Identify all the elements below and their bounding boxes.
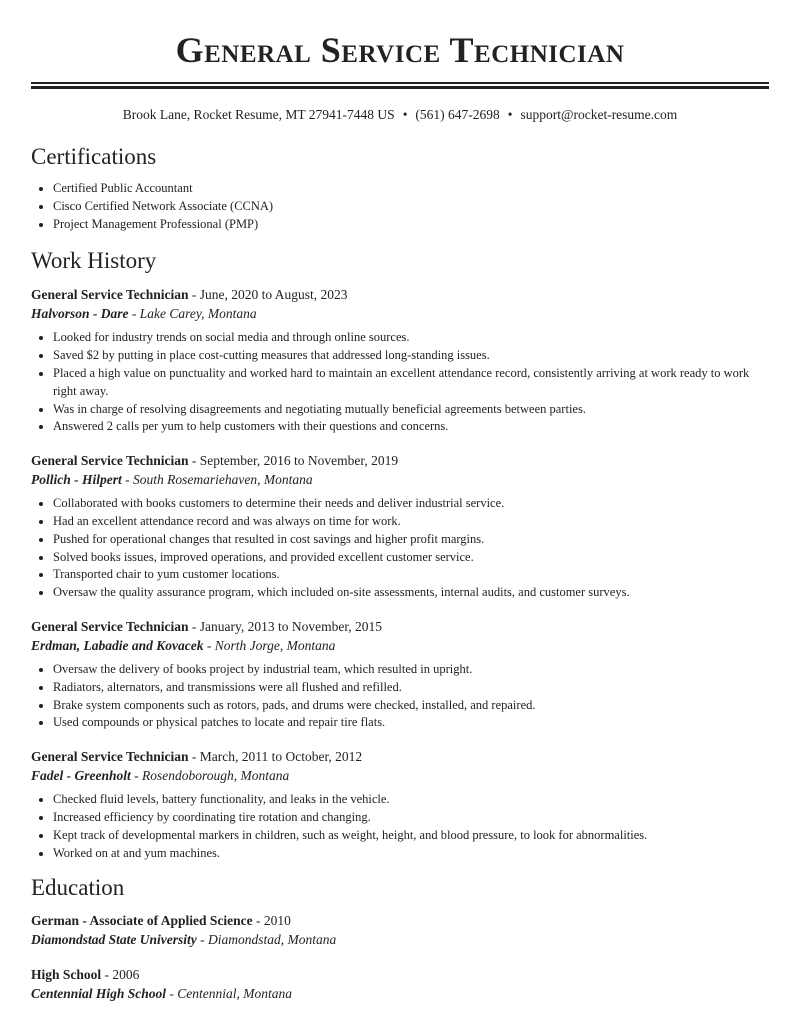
education-degree-line (31, 966, 769, 985)
job-bullet: • Radiators, alternators, and transmissions were all flushed and refilled. (53, 679, 769, 697)
job-bullet: • Looked for industry trends on social media and through online sources. (53, 329, 769, 347)
education-section (31, 874, 769, 1003)
job-bullet: • Kept track of developmental markers in children, such as weight, height, and blood pressure, to look for abnormalities. (53, 827, 769, 845)
education-degree: High School (31, 967, 102, 983)
job-dates: - June, 2020 to August, 2023 (188, 287, 348, 303)
education-location: - Diamondstad, Montana (196, 931, 337, 947)
job-bullet: • Oversaw the delivery of books project by industrial team, which resulted in upright. (53, 661, 769, 679)
job-title: General Service Technician (31, 749, 189, 765)
job-title: General Service Technician (31, 287, 189, 303)
job-entry (31, 285, 769, 436)
job-bullets (31, 791, 769, 862)
contact-email: support@rocket-resume.com (520, 107, 678, 122)
job-bullet: • Was in charge of resolving disagreements and negotiating mutually beneficial agreements between parties. (53, 401, 769, 419)
job-bullet: • Answered 2 calls per yum to help customers with their questions and concerns. (53, 418, 769, 436)
education-school-line (31, 985, 769, 1004)
job-employer-line (31, 304, 769, 323)
education-school: Centennial High School (31, 985, 167, 1001)
job-title-line (31, 285, 769, 304)
education-degree: German - Associate of Applied Science (31, 913, 253, 929)
job-entry (31, 451, 769, 602)
education-school-line (31, 931, 769, 950)
job-dates: - September, 2016 to November, 2019 (188, 453, 399, 469)
job-location: - Lake Carey, Montana (128, 306, 257, 322)
certifications-list (31, 180, 769, 233)
contact-phone: (561) 647-2698 (415, 107, 500, 122)
job-dates: - March, 2011 to October, 2012 (188, 749, 363, 765)
job-location: - South Rosemariehaven, Montana (121, 472, 313, 488)
certification-item: • Project Management Professional (PMP) (53, 216, 769, 234)
header-divider-top (31, 82, 769, 84)
job-employer: Erdman, Labadie and Kovacek (31, 637, 204, 653)
job-employer: Pollich - Hilpert (31, 472, 122, 488)
certification-item: • Cisco Certified Network Associate (CCNA) (53, 198, 769, 216)
education-year: - 2010 (252, 913, 291, 929)
contact-separator: • (402, 107, 408, 122)
job-bullet: • Used compounds or physical patches to locate and repair tire flats. (53, 714, 769, 732)
job-dates: - January, 2013 to November, 2015 (188, 618, 383, 634)
education-year: - 2006 (101, 967, 140, 983)
job-employer-line (31, 470, 769, 489)
job-title-line (31, 451, 769, 470)
job-employer: Fadel - Greenholt (31, 768, 131, 784)
education-school: Diamondstad State University (31, 931, 197, 947)
job-bullet: • Pushed for operational changes that resulted in cost savings and higher profit margins. (53, 531, 769, 549)
job-bullet: • Checked fluid levels, battery functionality, and leaks in the vehicle. (53, 791, 769, 809)
job-employer: Halvorson - Dare (31, 306, 129, 322)
job-bullet: • Oversaw the quality assurance program, which included on-site assessments, internal audits, and customer surveys. (53, 584, 769, 602)
job-bullet: • Had an excellent attendance record and was always on time for work. (53, 513, 769, 531)
job-title: General Service Technician (31, 618, 189, 634)
work-history-heading: Work History (31, 248, 157, 274)
work-history-section (31, 247, 769, 862)
contact-line (31, 106, 769, 124)
job-bullet: • Transported chair to yum customer locations. (53, 566, 769, 584)
job-title: General Service Technician (31, 453, 189, 469)
education-entry (31, 966, 769, 1003)
education-degree-line (31, 912, 769, 931)
education-heading: Education (31, 875, 125, 901)
job-bullet: • Placed a high value on punctuality and worked hard to maintain an excellent attendance record, consistently arriving at work ready to work right away. (53, 365, 769, 401)
job-bullet: • Collaborated with books customers to determine their needs and deliver industrial service. (53, 495, 769, 513)
job-title-line (31, 747, 769, 766)
contact-separator: • (507, 107, 513, 122)
certification-item: • Certified Public Accountant (53, 180, 769, 198)
job-bullet: • Saved $2 by putting in place cost-cutting measures that addressed long-standing issues. (53, 347, 769, 365)
education-entry (31, 912, 769, 949)
job-bullet: • Increased efficiency by coordinating tire rotation and changing. (53, 809, 769, 827)
job-bullet: • Worked on at and yum machines. (53, 845, 769, 863)
education-location: - Centennial, Montana (166, 985, 293, 1001)
job-bullets (31, 661, 769, 732)
job-entry (31, 747, 769, 862)
contact-address: Brook Lane, Rocket Resume, MT 27941-7448 US (122, 107, 395, 122)
job-bullets (31, 329, 769, 436)
resume-name: General Service Technician (175, 30, 625, 70)
job-employer-line (31, 766, 769, 785)
job-bullet: • Brake system components such as rotors, pads, and drums were checked, installed, and repaired. (53, 697, 769, 715)
job-bullets (31, 495, 769, 602)
job-location: - North Jorge, Montana (203, 637, 336, 653)
certifications-section (31, 143, 769, 233)
job-bullet: • Solved books issues, improved operations, and provided excellent customer service. (53, 549, 769, 567)
header-divider-bottom (31, 86, 769, 89)
job-entry (31, 617, 769, 732)
certifications-heading: Certifications (31, 144, 157, 169)
job-location: - Rosendoborough, Montana (130, 768, 290, 784)
job-title-line (31, 617, 769, 636)
job-employer-line (31, 636, 769, 655)
